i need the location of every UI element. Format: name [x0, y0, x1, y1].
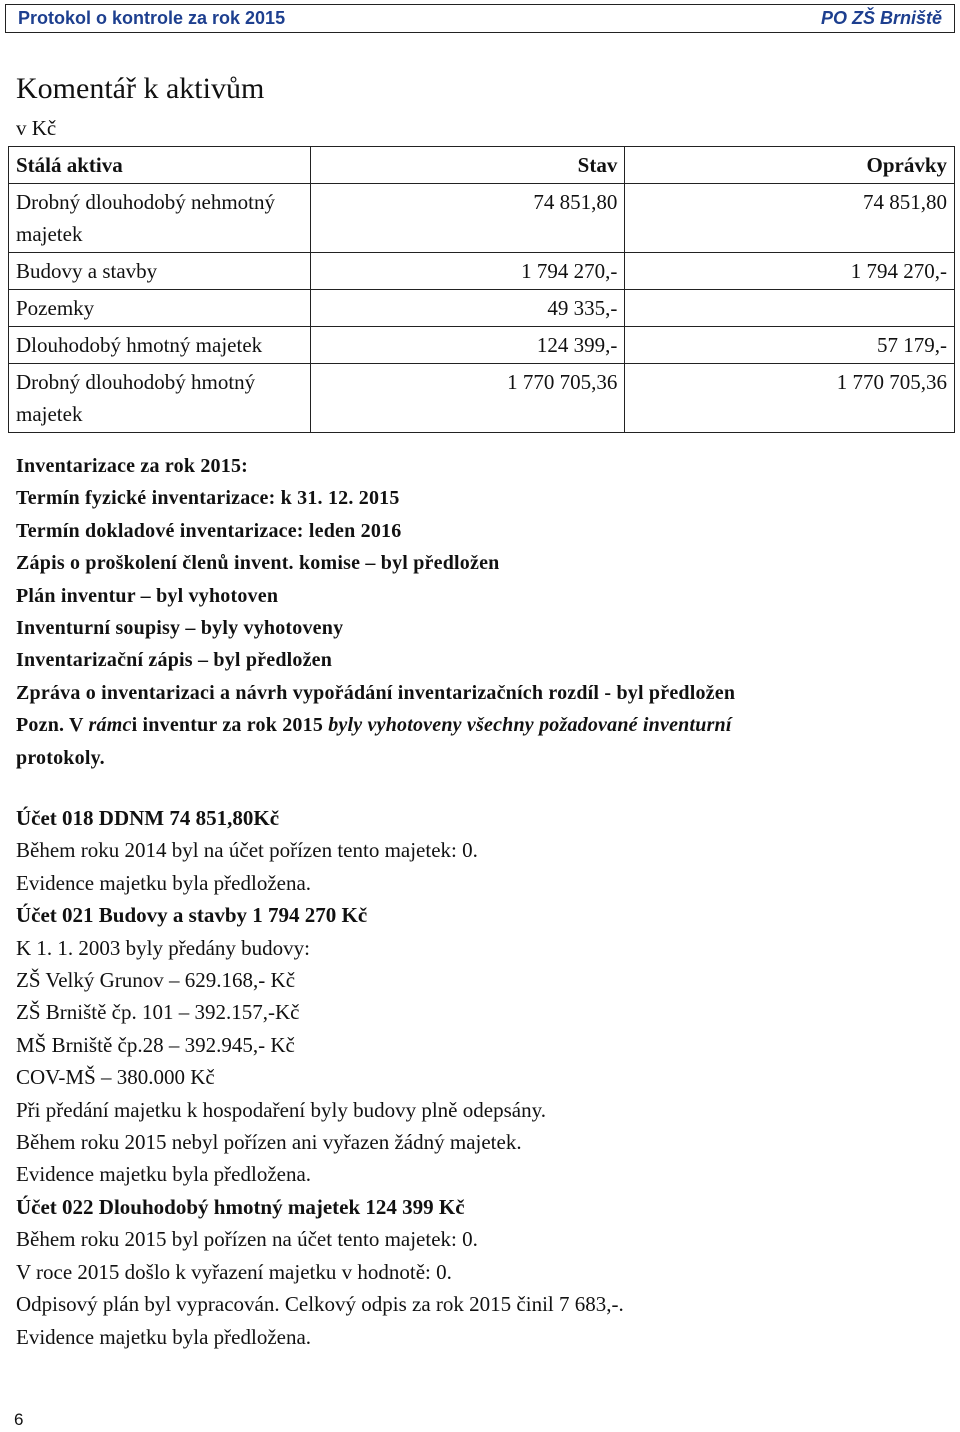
account-line: Během roku 2014 byl na účet pořízen tento majetek: 0.: [16, 838, 478, 863]
currency-unit: v Kč: [16, 116, 57, 140]
account-line: COV-MŠ – 380.000 Kč: [16, 1065, 215, 1090]
table-cell: 1 794 270,-: [625, 253, 955, 290]
table-cell: Pozemky: [9, 290, 311, 327]
inventory-line: Inventarizační zápis – byl předložen: [16, 649, 333, 672]
account-line: K 1. 1. 2003 byly předány budovy:: [16, 935, 310, 960]
inventory-line: Plán inventur – byl vyhotoven: [16, 584, 279, 607]
account-heading: Účet 021 Budovy a stavby 1 794 270 Kč: [16, 903, 368, 928]
account-line: ZŠ Brniště čp. 101 – 392.157,-Kč: [16, 1000, 300, 1025]
table-cell: 74 851,80: [625, 184, 955, 253]
section-title: Komentář k aktivům: [16, 72, 265, 105]
table-cell: 1 794 270,-: [311, 253, 625, 290]
note-part: Pozn. V: [16, 714, 89, 737]
inventory-note-end: protokoly.: [16, 746, 105, 769]
account-line: Během roku 2015 nebyl pořízen ani vyřazen žádný majetek.: [16, 1130, 522, 1155]
inventory-line: Termín fyzické inventarizace: k 31. 12. 2015: [16, 487, 400, 510]
table-cell: [625, 290, 955, 327]
header-document-title: Protokol o kontrole za rok 2015: [18, 8, 286, 28]
account-line: Odpisový plán byl vypracován. Celkový odpis za rok 2015 činil 7 683,-.: [16, 1292, 624, 1317]
assets-table: [8, 146, 955, 433]
table-row: [9, 184, 955, 253]
inventory-note: [16, 709, 946, 741]
account-line: Evidence majetku byla předložena.: [16, 1324, 312, 1349]
table-cell: Drobný dlouhodobý nehmotný majetek: [9, 184, 311, 253]
inventory-section: [16, 450, 946, 774]
account-line: Během roku 2015 byl pořízen na účet tento majetek: 0.: [16, 1227, 478, 1252]
note-part: rámc: [88, 714, 132, 737]
table-cell: Budovy a stavby: [9, 253, 311, 290]
table-cell: 1 770 705,36: [311, 364, 625, 433]
accounts-section: [16, 802, 946, 1353]
table-header-row: [9, 147, 955, 184]
table-row: [9, 364, 955, 433]
column-header: Oprávky: [625, 147, 955, 184]
account-heading: Účet 022 Dlouhodobý hmotný majetek 124 399 Kč: [16, 1194, 465, 1219]
inventory-line: Zpráva o inventarizaci a návrh vypořádání inventarizačních rozdíl - byl předložen: [16, 681, 736, 704]
header-organization: PO ZŠ Brniště: [820, 8, 942, 28]
table-row: [9, 327, 955, 364]
account-line: Při předání majetku k hospodaření byly budovy plně odepsány.: [16, 1097, 546, 1122]
inventory-line: Zápis o proškolení členů invent. komise – byl předložen: [16, 552, 500, 575]
table-cell: Drobný dlouhodobý hmotný majetek: [9, 364, 311, 433]
table-cell: 74 851,80: [311, 184, 625, 253]
account-line: MŠ Brniště čp.28 – 392.945,- Kč: [16, 1032, 295, 1057]
table-cell: 49 335,-: [311, 290, 625, 327]
table-cell: 124 399,-: [311, 327, 625, 364]
table-cell: 57 179,-: [625, 327, 955, 364]
column-header: Stálá aktiva: [9, 147, 311, 184]
inventory-heading: Inventarizace za rok 2015:: [16, 455, 249, 477]
table-cell: Dlouhodobý hmotný majetek: [9, 327, 311, 364]
account-line: V roce 2015 došlo k vyřazení majetku v hodnotě: 0.: [16, 1259, 452, 1284]
column-header: Stav: [311, 147, 625, 184]
page-header: [5, 4, 955, 33]
note-part: byly vyhotoveny všechny požadované inventurní: [328, 714, 732, 737]
page-number: 6: [14, 1410, 24, 1429]
inventory-line: Inventurní soupisy – byly vyhotoveny: [16, 617, 344, 640]
account-heading: Účet 018 DDNM 74 851,80Kč: [16, 806, 280, 830]
inventory-line: Termín dokladové inventarizace: leden 2016: [16, 519, 402, 542]
table-row: [9, 290, 955, 327]
table-row: [9, 253, 955, 290]
note-part: i inventur za rok 2015: [131, 714, 329, 737]
account-line: Evidence majetku byla předložena.: [16, 1162, 312, 1187]
account-line: ZŠ Velký Grunov – 629.168,- Kč: [16, 968, 296, 993]
table-cell: 1 770 705,36: [625, 364, 955, 433]
account-line: Evidence majetku byla předložena.: [16, 870, 312, 895]
